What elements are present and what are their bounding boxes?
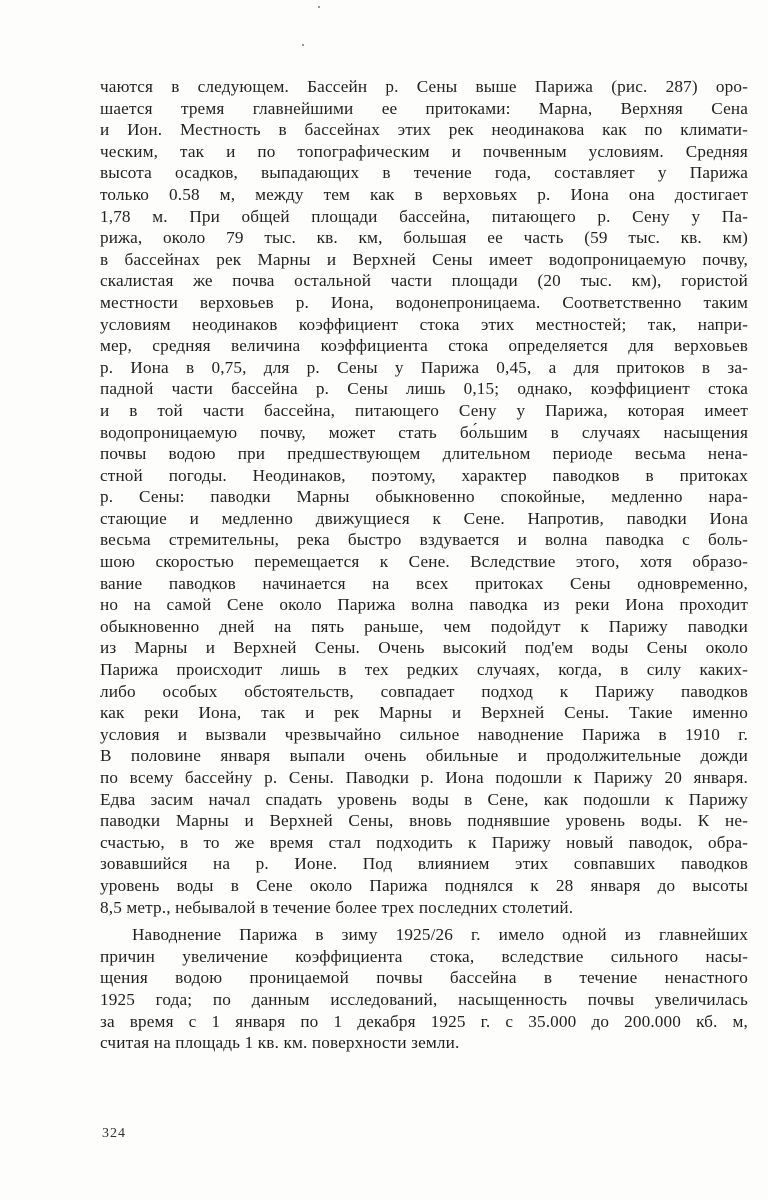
text-line: по всему бассейну р. Сены. Паводки р. Иона подошли к Парижу 20 января.	[100, 768, 748, 787]
page-number: 324	[102, 1126, 126, 1141]
text-line: рижа, около 79 тыс. кв. км, большая ее часть (59 тыс. кв. км)	[100, 228, 748, 248]
text-line: 1925 года; по данным исследований, насыщенность почвы увеличилась	[100, 989, 748, 1009]
text-line: р. Иона в 0,75, для р. Сены у Парижа 0,45, а для притоков в за-	[100, 357, 748, 377]
text-line: р. Сены: паводки Марны обыкновенно спокойные, медленно нара-	[100, 487, 748, 507]
text-line: в бассейнах рек Марны и Верхней Сены имеет водопроницаемую почву,	[100, 249, 748, 269]
paragraph	[100, 76, 748, 918]
text-line: зовавшийся на р. Ионе. Под влиянием этих совпавших паводков	[100, 854, 748, 874]
body-text	[100, 76, 748, 1054]
text-line: вание паводков начинается на всех притоках Сены одновременно,	[100, 573, 748, 593]
text-line: паводки Марны и Верхней Сены, вновь поднявшие уровень воды. К не-	[100, 811, 748, 831]
text-line: Парижа происходит лишь в тех редких случаях, когда, в силу каких-	[100, 660, 748, 680]
text-line: как реки Иона, так и рек Марны и Верхней Сены. Такие именно	[100, 703, 748, 723]
text-line: причин увеличение коэффициента стока, вследствие сильного насы-	[100, 946, 748, 966]
text-line: Едва засим начал спадать уровень воды в Сене, как подошли к Парижу	[100, 789, 748, 809]
text-line: ческим, так и по топографическим и почвенным условиям. Средняя	[100, 141, 748, 161]
text-line: считая на площадь 1 кв. км. поверхности земли.	[100, 1033, 460, 1053]
scan-speck	[318, 6, 320, 8]
text-line: стной погоды. Неодинаков, поэтому, характер паводков в притоках	[100, 465, 748, 485]
text-line: только 0.58 м, между тем как в верховьях р. Иона она достигает	[100, 184, 748, 204]
text-line: Наводнение Парижа в зиму 1925/26 г. имело одной из главнейших	[132, 925, 748, 945]
text-line: 8,5 метр., небывалой в течение более трех последних столетий.	[100, 897, 574, 917]
text-line: весьма стремительны, река быстро вздувается и волна паводка с боль-	[100, 530, 748, 550]
text-line: высота осадков, выпадающих в течение года, составляет у Парижа	[100, 163, 748, 183]
text-line: мер, средняя величина коэффициента стока определяется для верховьев	[100, 336, 748, 356]
paragraph	[100, 924, 748, 1054]
text-line: щения водою проницаемой почвы бассейна в течение ненастного	[100, 968, 748, 988]
text-line: шается тремя главнейшими ее притоками: Марна, Верхняя Сена	[100, 98, 748, 118]
text-line: за время с 1 января по 1 декабря 1925 г. с 35.000 до 200.000 кб. м,	[100, 1011, 748, 1031]
text-line: условиям неодинаков коэффициент стока этих местностей; так, напри-	[100, 314, 748, 334]
text-line: местности верховьев р. Иона, водонепроницаема. Соответственно таким	[100, 292, 748, 312]
text-line: шою скоростью перемещается к Сене. Вследствие этого, хотя образо-	[100, 552, 748, 572]
text-line: скалистая же почва остальной части площади (20 тыс. км), гористой	[100, 271, 748, 291]
text-line: но на самой Сене около Парижа волна паводка из реки Иона проходит	[100, 595, 748, 615]
text-line: обыкновенно дней на пять раньше, чем подойдут к Парижу паводки	[100, 616, 748, 636]
text-line: условия и вызвали чрезвычайно сильное наводнение Парижа в 1910 г.	[100, 724, 748, 744]
text-line: чаются в следующем. Бассейн р. Сены выше Парижа (рис. 287) оро-	[100, 77, 748, 96]
text-line: уровень воды в Сене около Парижа поднялся к 28 января до высоты	[100, 875, 748, 895]
text-line: счастью, в то же время стал подходить к Парижу новый паводок, обра-	[100, 832, 748, 852]
text-line: падной части бассейна р. Сены лишь 0,15; однако, коэффициент стока	[100, 379, 748, 399]
text-line: стающие и медленно движущиеся к Сене. Напротив, паводки Иона	[100, 508, 748, 528]
text-line: либо особых обстоятельств, совпадает подход к Парижу паводков	[100, 681, 748, 701]
text-line: водопроницаемую почву, может стать бо́льшим в случаях насыщения	[100, 422, 748, 442]
text-line: В половине января выпали очень обильные и продолжительные дожди	[100, 746, 748, 766]
scan-speck	[302, 44, 304, 46]
text-line: почвы водою при предшествующем длительном периоде весьма нена-	[100, 444, 748, 464]
text-line: и в той части бассейна, питающего Сену у Парижа, которая имеет	[100, 400, 748, 420]
text-line: и Ион. Местность в бассейнах этих рек неодинакова как по климати-	[100, 120, 748, 140]
text-line: 1,78 м. При общей площади бассейна, питающего р. Сену у Па-	[100, 206, 748, 226]
text-line: из Марны и Верхней Сены. Очень высокий под'ем воды Сены около	[100, 638, 748, 658]
